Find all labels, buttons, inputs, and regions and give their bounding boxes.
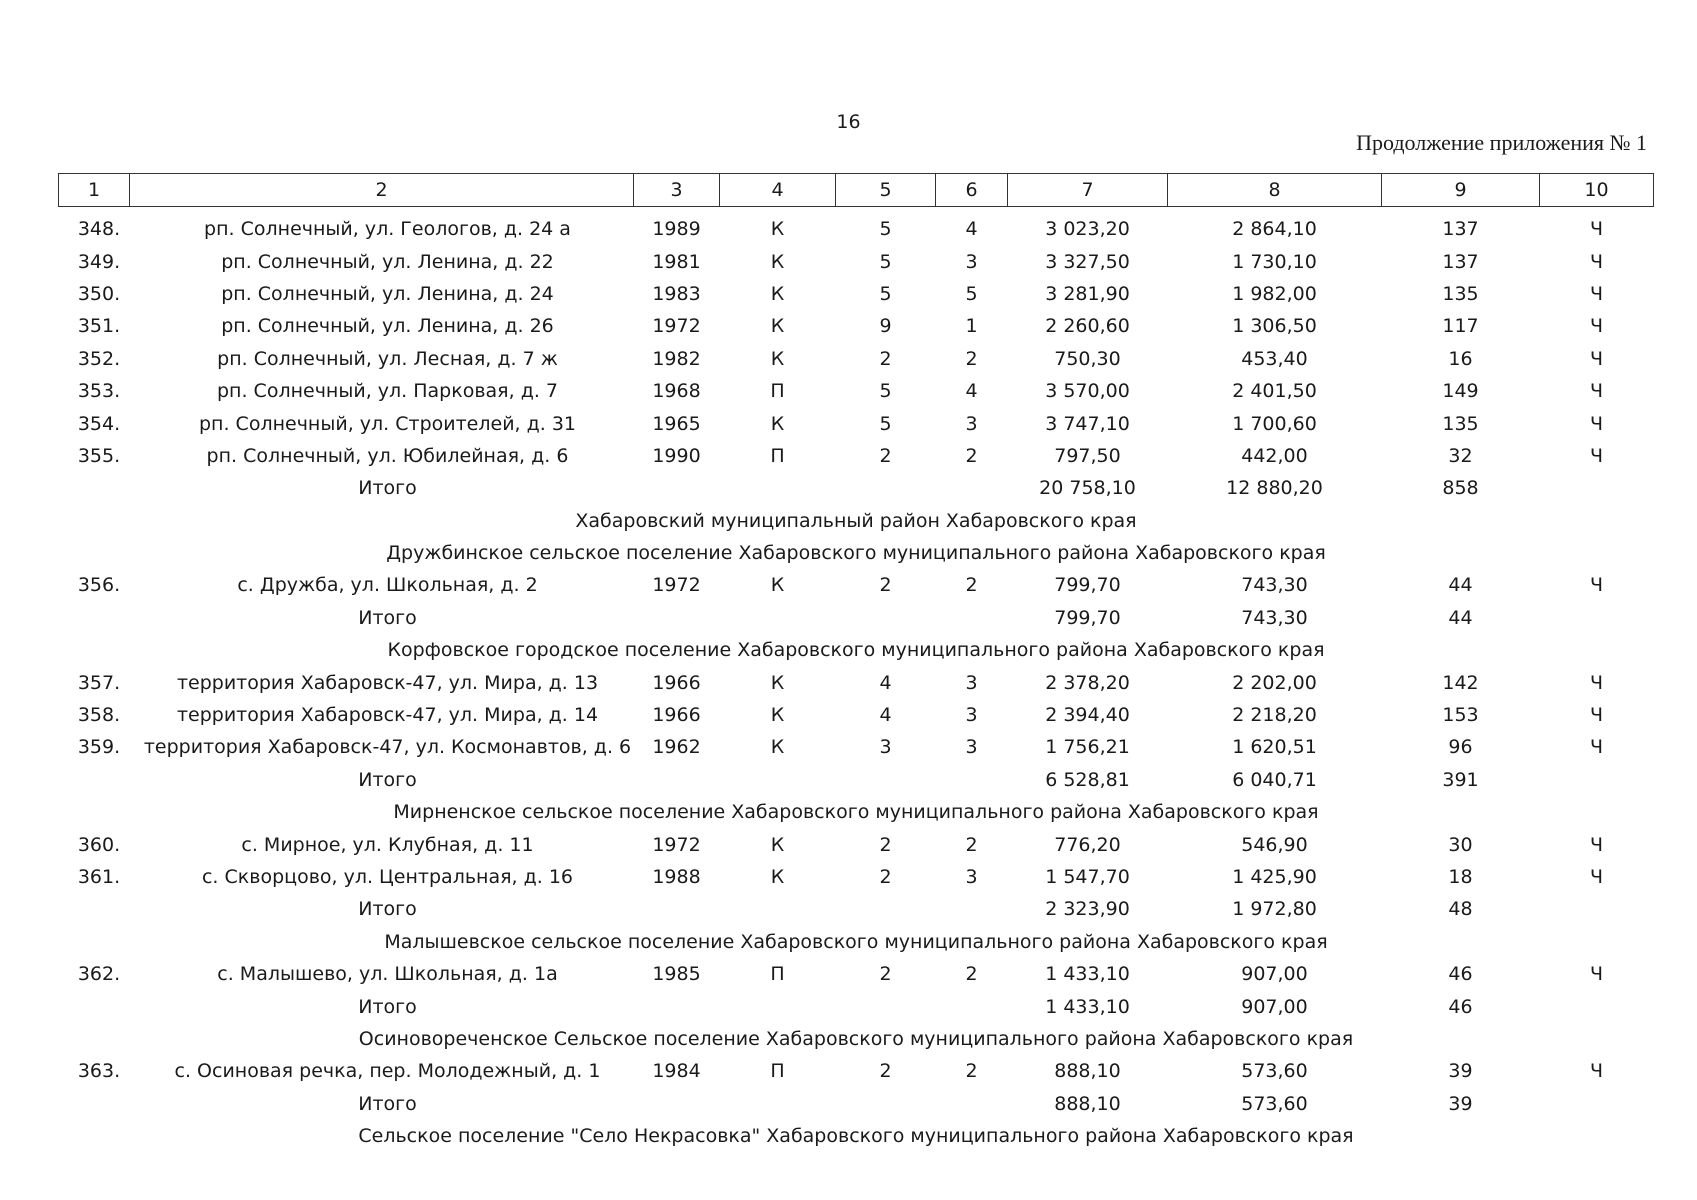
section-heading-row bbox=[59, 796, 1654, 828]
table-row bbox=[59, 666, 1654, 698]
section-heading-row bbox=[59, 1120, 1654, 1152]
mark-cell: Ч bbox=[1589, 736, 1604, 759]
living-area-cell: 1 306,50 bbox=[1232, 315, 1317, 338]
total-label: Итого bbox=[358, 477, 417, 500]
table-row bbox=[59, 569, 1654, 601]
residents-cell: 858 bbox=[1442, 477, 1479, 500]
table-row bbox=[59, 699, 1654, 731]
mark-cell: Ч bbox=[1589, 444, 1604, 467]
mark-cell: Ч bbox=[1589, 866, 1604, 888]
table-row bbox=[59, 407, 1654, 439]
entrances-cell: 1 bbox=[965, 315, 978, 338]
row-number: 356. bbox=[77, 574, 121, 597]
mark-cell: Ч bbox=[1589, 1060, 1604, 1083]
empty-cell bbox=[59, 764, 130, 796]
address-cell: с. Скворцово, ул. Центральная, д. 16 bbox=[201, 866, 574, 888]
empty-cell bbox=[936, 893, 1008, 925]
row-number: 352. bbox=[77, 347, 121, 370]
empty-cell bbox=[936, 1088, 1008, 1120]
mark-cell: Ч bbox=[1589, 704, 1604, 727]
residents-cell: 153 bbox=[1442, 704, 1479, 727]
section-heading: Мирненское сельское поселение Хабаровского муниципального района Хабаровского края bbox=[393, 801, 1319, 824]
floors-cell: 2 bbox=[879, 833, 892, 856]
row-number: 348. bbox=[77, 218, 121, 241]
year-cell: 1989 bbox=[652, 218, 701, 241]
wall-material-cell: К bbox=[770, 866, 785, 888]
empty-cell bbox=[836, 602, 936, 634]
empty-cell bbox=[836, 990, 936, 1022]
wall-material-cell: К bbox=[770, 218, 785, 241]
floors-cell: 4 bbox=[879, 704, 892, 727]
empty-cell bbox=[936, 990, 1008, 1022]
entrances-cell: 4 bbox=[965, 218, 978, 241]
total-area-cell: 799,70 bbox=[1054, 606, 1121, 629]
year-cell: 1965 bbox=[652, 412, 701, 435]
mark-cell: Ч bbox=[1589, 412, 1604, 435]
wall-material-cell: К bbox=[770, 736, 785, 759]
table-row bbox=[59, 828, 1654, 860]
floors-cell: 2 bbox=[879, 866, 892, 888]
address-cell: территория Хабаровск-47, ул. Космонавтов, д. 6 bbox=[143, 736, 632, 759]
address-cell: с. Дружба, ул. Школьная, д. 2 bbox=[237, 574, 538, 597]
year-cell: 1982 bbox=[652, 347, 701, 370]
entrances-cell: 3 bbox=[965, 412, 978, 435]
empty-cell bbox=[836, 764, 936, 796]
year-cell: 1968 bbox=[652, 380, 701, 403]
empty-cell bbox=[634, 893, 720, 925]
entrances-cell: 2 bbox=[965, 963, 978, 986]
wall-material-cell: К bbox=[770, 574, 785, 597]
living-area-cell: 546,90 bbox=[1241, 833, 1308, 856]
wall-material-cell: К bbox=[770, 347, 785, 370]
empty-cell bbox=[720, 893, 836, 925]
total-area-cell: 20 758,10 bbox=[1039, 477, 1136, 500]
total-area-cell: 2 323,90 bbox=[1045, 898, 1130, 921]
wall-material-cell: К bbox=[770, 315, 785, 338]
address-cell: территория Хабаровск-47, ул. Мира, д. 13 bbox=[176, 671, 599, 694]
header-cell: 3 bbox=[634, 174, 720, 207]
residents-cell: 44 bbox=[1448, 606, 1473, 629]
total-area-cell: 3 747,10 bbox=[1045, 412, 1130, 435]
table-row bbox=[59, 207, 1654, 246]
empty-cell bbox=[1540, 893, 1654, 925]
table-row bbox=[59, 958, 1654, 990]
total-row bbox=[59, 990, 1654, 1022]
table-row bbox=[59, 861, 1654, 893]
empty-cell bbox=[1540, 602, 1654, 634]
section-heading: Осиновореченское Сельское поселение Хабаровского муниципального района Хабаровского края bbox=[358, 1027, 1354, 1050]
section-heading: Сельское поселение "Село Некрасовка" Хабаровского муниципального района Хабаровского края bbox=[358, 1125, 1354, 1148]
wall-material-cell: К bbox=[770, 412, 785, 435]
mark-cell: Ч bbox=[1589, 250, 1604, 273]
total-area-cell: 3 023,20 bbox=[1045, 218, 1130, 241]
address-cell: с. Мирное, ул. Клубная, д. 11 bbox=[241, 833, 534, 856]
total-area-cell: 776,20 bbox=[1054, 833, 1121, 856]
empty-cell bbox=[634, 472, 720, 504]
entrances-cell: 3 bbox=[965, 736, 978, 759]
year-cell: 1966 bbox=[652, 704, 701, 727]
residents-cell: 44 bbox=[1448, 574, 1473, 597]
total-area-cell: 888,10 bbox=[1054, 1060, 1121, 1083]
empty-cell bbox=[634, 1088, 720, 1120]
floors-cell: 2 bbox=[879, 444, 892, 467]
year-cell: 1972 bbox=[652, 574, 701, 597]
row-number: 359. bbox=[77, 736, 121, 759]
empty-cell bbox=[720, 602, 836, 634]
section-heading: Хабаровский муниципальный район Хабаровского края bbox=[575, 509, 1137, 532]
total-area-cell: 750,30 bbox=[1054, 347, 1121, 370]
empty-cell bbox=[720, 990, 836, 1022]
total-area-cell: 888,10 bbox=[1054, 1092, 1121, 1115]
row-number: 361. bbox=[77, 866, 121, 888]
total-area-cell: 3 281,90 bbox=[1045, 282, 1130, 305]
living-area-cell: 2 218,20 bbox=[1232, 704, 1317, 727]
floors-cell: 5 bbox=[879, 250, 892, 273]
total-label: Итого bbox=[358, 898, 417, 921]
section-heading-row bbox=[59, 505, 1654, 537]
total-area-cell: 3 570,00 bbox=[1045, 380, 1130, 403]
section-heading-row bbox=[59, 537, 1654, 569]
mark-cell: Ч bbox=[1589, 282, 1604, 305]
residents-cell: 46 bbox=[1448, 995, 1473, 1018]
total-area-cell: 3 327,50 bbox=[1045, 250, 1130, 273]
total-label: Итого bbox=[358, 606, 417, 629]
residents-cell: 46 bbox=[1448, 963, 1473, 986]
header-cell: 4 bbox=[720, 174, 836, 207]
row-number: 351. bbox=[77, 315, 121, 338]
residents-cell: 16 bbox=[1448, 347, 1473, 370]
total-area-cell: 799,70 bbox=[1054, 574, 1121, 597]
living-area-cell: 573,60 bbox=[1241, 1060, 1308, 1083]
page-number: 16 bbox=[836, 111, 861, 133]
table-row bbox=[59, 310, 1654, 342]
row-number: 363. bbox=[77, 1060, 121, 1083]
table-row bbox=[59, 278, 1654, 310]
living-area-cell: 442,00 bbox=[1241, 444, 1308, 467]
table-row bbox=[59, 731, 1654, 763]
entrances-cell: 5 bbox=[965, 282, 978, 305]
floors-cell: 5 bbox=[879, 380, 892, 403]
living-area-cell: 6 040,71 bbox=[1232, 768, 1317, 791]
entrances-cell: 3 bbox=[965, 250, 978, 273]
address-cell: с. Осиновая речка, пер. Молодежный, д. 1 bbox=[174, 1060, 601, 1083]
empty-cell bbox=[1540, 990, 1654, 1022]
housing-register-table bbox=[58, 173, 1654, 1152]
address-cell: рп. Солнечный, ул. Строителей, д. 31 bbox=[198, 412, 577, 435]
empty-cell bbox=[836, 1088, 936, 1120]
year-cell: 1981 bbox=[652, 250, 701, 273]
entrances-cell: 4 bbox=[965, 380, 978, 403]
table-row bbox=[59, 245, 1654, 277]
living-area-cell: 1 620,51 bbox=[1232, 736, 1317, 759]
residents-cell: 391 bbox=[1442, 768, 1479, 791]
total-row bbox=[59, 472, 1654, 504]
mark-cell: Ч bbox=[1589, 218, 1604, 241]
empty-cell bbox=[720, 472, 836, 504]
wall-material-cell: К bbox=[770, 704, 785, 727]
living-area-cell: 907,00 bbox=[1241, 963, 1308, 986]
empty-cell bbox=[634, 990, 720, 1022]
living-area-cell: 12 880,20 bbox=[1226, 477, 1323, 500]
address-cell: территория Хабаровск-47, ул. Мира, д. 14 bbox=[176, 704, 599, 727]
total-area-cell: 1 433,10 bbox=[1045, 995, 1130, 1018]
living-area-cell: 907,00 bbox=[1241, 995, 1308, 1018]
mark-cell: Ч bbox=[1589, 671, 1604, 694]
continuation-title: Продолжение приложения № 1 bbox=[1356, 130, 1647, 155]
residents-cell: 117 bbox=[1442, 315, 1479, 338]
wall-material-cell: П bbox=[770, 1060, 785, 1083]
floors-cell: 9 bbox=[879, 315, 892, 338]
year-cell: 1985 bbox=[652, 963, 701, 986]
total-area-cell: 2 378,20 bbox=[1045, 671, 1130, 694]
empty-cell bbox=[59, 990, 130, 1022]
address-cell: рп. Солнечный, ул. Парковая, д. 7 bbox=[217, 380, 558, 403]
total-area-cell: 1 756,21 bbox=[1045, 736, 1130, 759]
section-heading-row bbox=[59, 634, 1654, 666]
empty-cell bbox=[720, 764, 836, 796]
total-label: Итого bbox=[358, 768, 417, 791]
header-cell: 8 bbox=[1168, 174, 1382, 207]
empty-cell bbox=[59, 893, 130, 925]
floors-cell: 2 bbox=[879, 574, 892, 597]
total-row bbox=[59, 602, 1654, 634]
mark-cell: Ч bbox=[1589, 963, 1604, 986]
living-area-cell: 743,30 bbox=[1241, 574, 1308, 597]
address-cell: рп. Солнечный, ул. Лесная, д. 7 ж bbox=[217, 347, 558, 370]
residents-cell: 135 bbox=[1442, 282, 1479, 305]
row-number: 355. bbox=[77, 444, 121, 467]
header-cell: 7 bbox=[1008, 174, 1168, 207]
wall-material-cell: К bbox=[770, 282, 785, 305]
floors-cell: 2 bbox=[879, 963, 892, 986]
living-area-cell: 2 864,10 bbox=[1232, 218, 1317, 241]
residents-cell: 39 bbox=[1448, 1060, 1473, 1083]
living-area-cell: 573,60 bbox=[1241, 1092, 1308, 1115]
wall-material-cell: К bbox=[770, 671, 785, 694]
residents-cell: 142 bbox=[1442, 671, 1479, 694]
address-cell: рп. Солнечный, ул. Ленина, д. 22 bbox=[221, 250, 554, 273]
residents-cell: 18 bbox=[1448, 866, 1473, 888]
empty-cell bbox=[720, 1088, 836, 1120]
row-number: 357. bbox=[77, 671, 121, 694]
living-area-cell: 1 700,60 bbox=[1232, 412, 1317, 435]
address-cell: рп. Солнечный, ул. Ленина, д. 24 bbox=[221, 282, 554, 305]
total-label: Итого bbox=[358, 1092, 417, 1115]
wall-material-cell: К bbox=[770, 833, 785, 856]
wall-material-cell: П bbox=[770, 380, 785, 403]
table-row bbox=[59, 343, 1654, 375]
entrances-cell: 2 bbox=[965, 1060, 978, 1083]
header-cell: 5 bbox=[836, 174, 936, 207]
floors-cell: 5 bbox=[879, 412, 892, 435]
table-row bbox=[59, 375, 1654, 407]
header-cell: 9 bbox=[1382, 174, 1540, 207]
row-number: 349. bbox=[77, 250, 121, 273]
total-row bbox=[59, 893, 1654, 925]
table-row bbox=[59, 440, 1654, 472]
year-cell: 1988 bbox=[652, 866, 701, 888]
total-area-cell: 6 528,81 bbox=[1045, 768, 1130, 791]
empty-cell bbox=[634, 602, 720, 634]
mark-cell: Ч bbox=[1589, 315, 1604, 338]
header-cell: 10 bbox=[1540, 174, 1654, 207]
row-number: 360. bbox=[77, 833, 121, 856]
total-row bbox=[59, 764, 1654, 796]
living-area-cell: 1 972,80 bbox=[1232, 898, 1317, 921]
residents-cell: 137 bbox=[1442, 218, 1479, 241]
section-heading-row bbox=[59, 926, 1654, 958]
year-cell: 1972 bbox=[652, 315, 701, 338]
residents-cell: 149 bbox=[1442, 380, 1479, 403]
residents-cell: 39 bbox=[1448, 1092, 1473, 1115]
year-cell: 1962 bbox=[652, 736, 701, 759]
empty-cell bbox=[936, 472, 1008, 504]
row-number: 358. bbox=[77, 704, 121, 727]
empty-cell bbox=[634, 764, 720, 796]
total-area-cell: 797,50 bbox=[1054, 444, 1121, 467]
section-heading-row bbox=[59, 1023, 1654, 1055]
wall-material-cell: К bbox=[770, 250, 785, 273]
residents-cell: 96 bbox=[1448, 736, 1473, 759]
table-body bbox=[59, 207, 1654, 1153]
header-cell: 6 bbox=[936, 174, 1008, 207]
residents-cell: 30 bbox=[1448, 833, 1473, 856]
section-heading: Корфовское городское поселение Хабаровского муниципального района Хабаровского края bbox=[387, 639, 1325, 662]
floors-cell: 5 bbox=[879, 218, 892, 241]
entrances-cell: 2 bbox=[965, 574, 978, 597]
residents-cell: 32 bbox=[1448, 444, 1473, 467]
column-number-header bbox=[59, 174, 1654, 207]
total-area-cell: 2 260,60 bbox=[1045, 315, 1130, 338]
living-area-cell: 2 202,00 bbox=[1232, 671, 1317, 694]
year-cell: 1984 bbox=[652, 1060, 701, 1083]
wall-material-cell: П bbox=[770, 444, 785, 467]
living-area-cell: 1 730,10 bbox=[1232, 250, 1317, 273]
empty-cell bbox=[59, 1088, 130, 1120]
entrances-cell: 2 bbox=[965, 444, 978, 467]
floors-cell: 2 bbox=[879, 347, 892, 370]
empty-cell bbox=[1540, 1088, 1654, 1120]
living-area-cell: 743,30 bbox=[1241, 606, 1308, 629]
mark-cell: Ч bbox=[1589, 347, 1604, 370]
residents-cell: 137 bbox=[1442, 250, 1479, 273]
floors-cell: 4 bbox=[879, 671, 892, 694]
residents-cell: 135 bbox=[1442, 412, 1479, 435]
mark-cell: Ч bbox=[1589, 833, 1604, 856]
entrances-cell: 3 bbox=[965, 671, 978, 694]
address-cell: с. Малышево, ул. Школьная, д. 1а bbox=[217, 963, 558, 986]
year-cell: 1990 bbox=[652, 444, 701, 467]
entrances-cell: 2 bbox=[965, 833, 978, 856]
section-heading: Малышевское сельское поселение Хабаровского муниципального района Хабаровского края bbox=[384, 930, 1328, 953]
address-cell: рп. Солнечный, ул. Юбилейная, д. 6 bbox=[206, 444, 569, 467]
total-label: Итого bbox=[358, 995, 417, 1018]
living-area-cell: 1 425,90 bbox=[1232, 866, 1317, 888]
mark-cell: Ч bbox=[1589, 380, 1604, 403]
year-cell: 1972 bbox=[652, 833, 701, 856]
floors-cell: 3 bbox=[879, 736, 892, 759]
empty-cell bbox=[59, 472, 130, 504]
empty-cell bbox=[1540, 764, 1654, 796]
row-number: 353. bbox=[77, 380, 121, 403]
wall-material-cell: П bbox=[770, 963, 785, 986]
entrances-cell: 2 bbox=[965, 347, 978, 370]
total-row bbox=[59, 1088, 1654, 1120]
section-heading: Дружбинское сельское поселение Хабаровского муниципального района Хабаровского края bbox=[386, 542, 1326, 565]
mark-cell: Ч bbox=[1589, 574, 1604, 597]
living-area-cell: 2 401,50 bbox=[1232, 380, 1317, 403]
row-number: 362. bbox=[77, 963, 121, 986]
total-area-cell: 1 547,70 bbox=[1045, 866, 1130, 888]
empty-cell bbox=[1540, 472, 1654, 504]
empty-cell bbox=[936, 764, 1008, 796]
row-number: 350. bbox=[77, 282, 121, 305]
living-area-cell: 453,40 bbox=[1241, 347, 1308, 370]
empty-cell bbox=[936, 602, 1008, 634]
year-cell: 1966 bbox=[652, 671, 701, 694]
entrances-cell: 3 bbox=[965, 704, 978, 727]
total-area-cell: 1 433,10 bbox=[1045, 963, 1130, 986]
floors-cell: 5 bbox=[879, 282, 892, 305]
empty-cell bbox=[836, 472, 936, 504]
header-cell: 1 bbox=[59, 174, 130, 207]
living-area-cell: 1 982,00 bbox=[1232, 282, 1317, 305]
empty-cell bbox=[836, 893, 936, 925]
residents-cell: 48 bbox=[1448, 898, 1473, 921]
row-number: 354. bbox=[77, 412, 121, 435]
address-cell: рп. Солнечный, ул. Геологов, д. 24 а bbox=[204, 218, 571, 241]
floors-cell: 2 bbox=[879, 1060, 892, 1083]
empty-cell bbox=[59, 602, 130, 634]
year-cell: 1983 bbox=[652, 282, 701, 305]
header-cell: 2 bbox=[130, 174, 634, 207]
table-row bbox=[59, 1055, 1654, 1087]
address-cell: рп. Солнечный, ул. Ленина, д. 26 bbox=[221, 315, 554, 338]
total-area-cell: 2 394,40 bbox=[1045, 704, 1130, 727]
entrances-cell: 3 bbox=[965, 866, 978, 888]
